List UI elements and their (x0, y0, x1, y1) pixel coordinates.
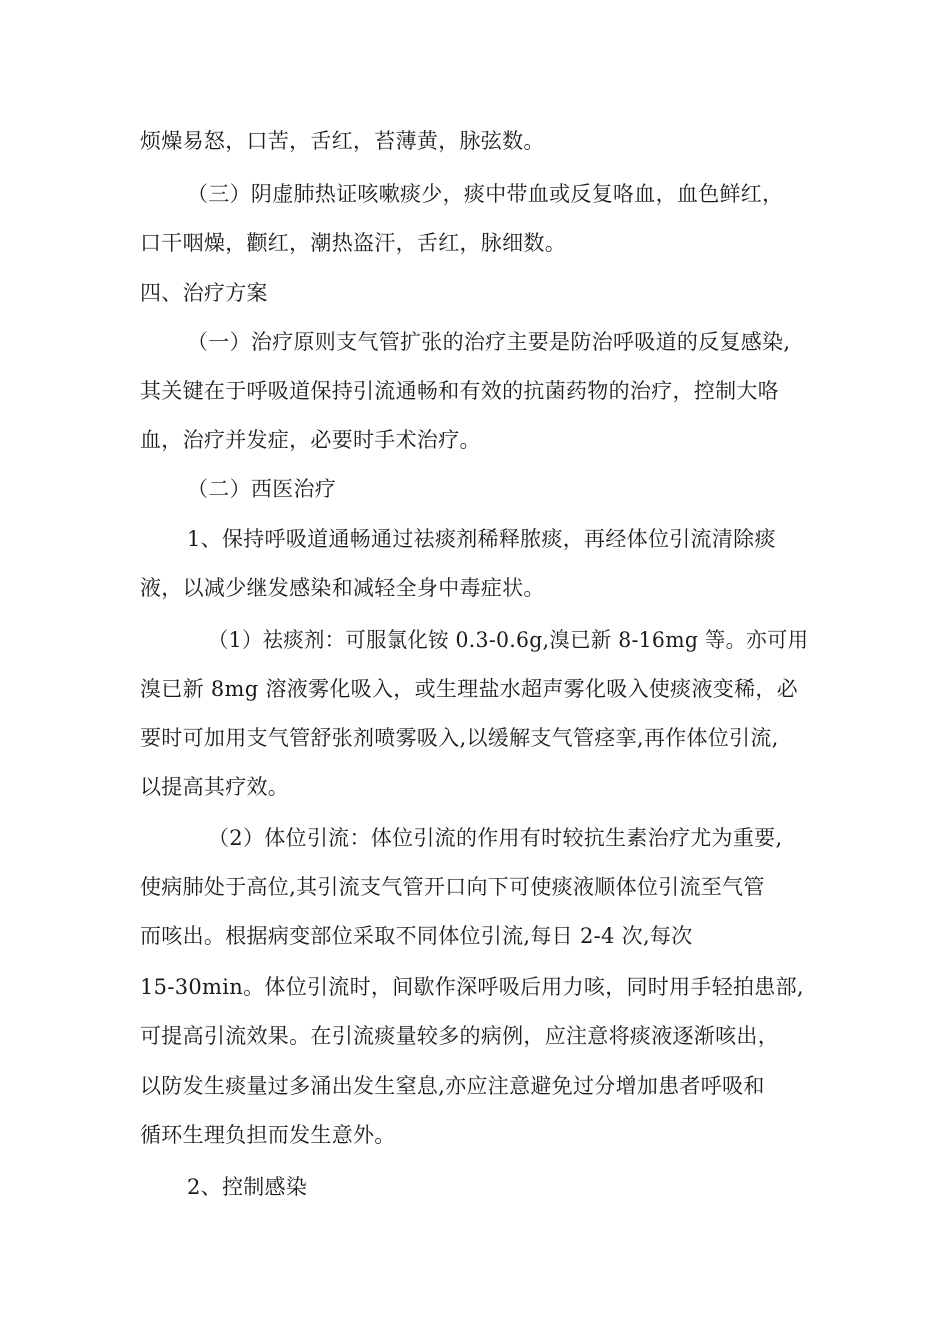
text-line: 循环生理负担而发生意外。 (140, 1123, 396, 1147)
section-heading: 四、治疗方案 (140, 281, 268, 305)
subsection-heading: （二）西医治疗 (187, 477, 337, 501)
text-line: 要时可加用支气管舒张剂喷雾吸入,以缓解支气管痉挛,再作体位引流, (140, 726, 779, 750)
text-line: 血，治疗并发症，必要时手术治疗。 (140, 428, 481, 452)
text-line: （1）祛痰剂：可服氯化铵 0.3-0.6g,溴已新 8-16mg 等。亦可用 (208, 628, 809, 652)
text-line: 烦燥易怒，口苦，舌红，苔薄黄，脉弦数。 (140, 129, 545, 153)
text-line: 溴已新 8mg 溶液雾化吸入，或生理盐水超声雾化吸入使痰液变稀，必 (140, 677, 798, 701)
text-line: 以防发生痰量过多涌出发生窒息,亦应注意避免过分增加患者呼吸和 (140, 1074, 765, 1098)
text-line: 可提高引流效果。在引流痰量较多的病例，应注意将痰液逐渐咳出， (140, 1024, 779, 1048)
text-line: 其关键在于呼吸道保持引流通畅和有效的抗菌药物的治疗，控制大咯 (140, 379, 779, 403)
text-line: 1、保持呼吸道通畅通过祛痰剂稀释脓痰，再经体位引流清除痰 (187, 527, 776, 551)
text-line: 口干咽燥，颧红，潮热盗汗，舌红，脉细数。 (140, 231, 566, 255)
text-line: 而咳出。根据病变部位采取不同体位引流,每日 2-4 次,每次 (140, 924, 693, 948)
text-line: 使病肺处于高位,其引流支气管开口向下可使痰液顺体位引流至气管 (140, 875, 765, 899)
text-line: 液，以减少继发感染和减轻全身中毒症状。 (140, 576, 545, 600)
text-line: 15-30min。体位引流时，间歇作深呼吸后用力咳，同时用手轻拍患部, (140, 975, 804, 999)
text-line: 以提高其疗效。 (140, 775, 290, 799)
text-line: （三）阴虚肺热证咳嗽痰少，痰中带血或反复咯血，血色鲜红， (187, 182, 784, 206)
text-line: （2）体位引流：体位引流的作用有时较抗生素治疗尤为重要, (208, 826, 783, 850)
text-line: （一）治疗原则支气管扩张的治疗主要是防治呼吸道的反复感染, (187, 330, 791, 354)
subsection-heading: 2、控制感染 (187, 1175, 308, 1199)
